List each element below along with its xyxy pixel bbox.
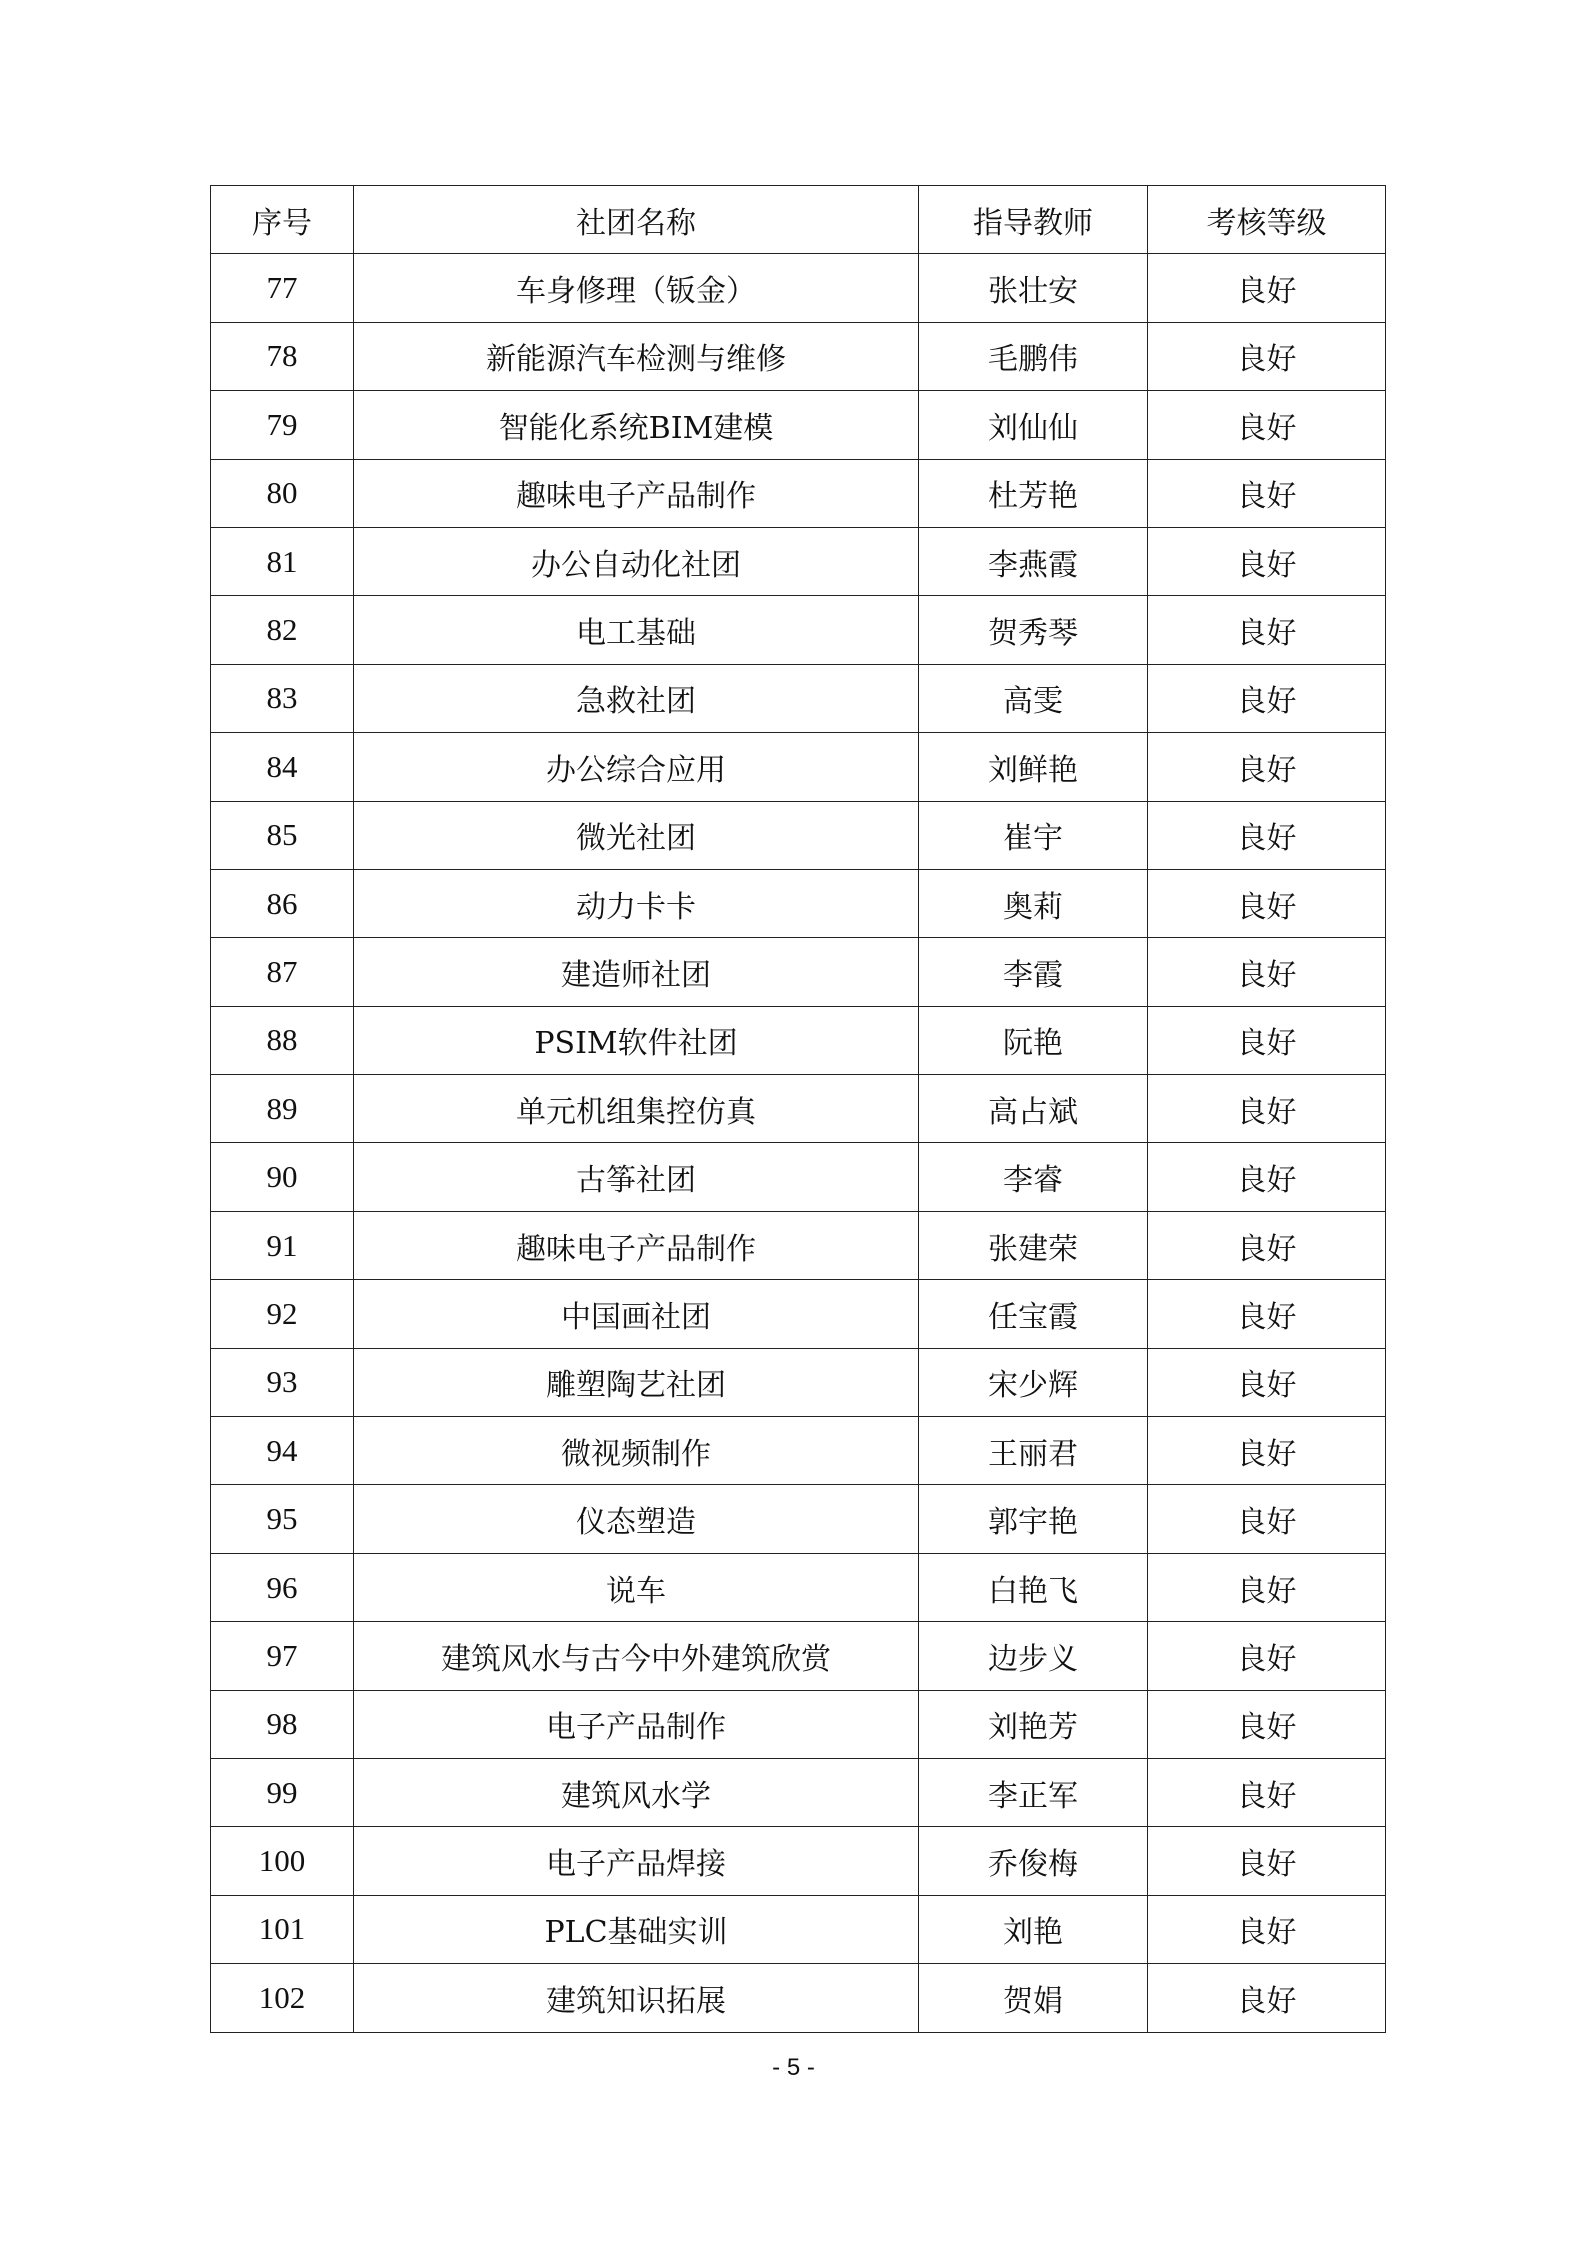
cell-instructor: 奥莉 — [919, 869, 1148, 937]
cell-instructor: 刘鲜艳 — [919, 733, 1148, 801]
cell-instructor: 李正军 — [919, 1758, 1148, 1826]
header-row — [211, 186, 1386, 254]
header-club-name: 社团名称 — [354, 186, 919, 254]
cell-assessment-grade: 良好 — [1148, 527, 1386, 595]
cell-serial-number: 81 — [211, 527, 354, 595]
cell-assessment-grade: 良好 — [1148, 1348, 1386, 1416]
cell-instructor: 宋少辉 — [919, 1348, 1148, 1416]
cell-serial-number: 83 — [211, 664, 354, 732]
cell-instructor: 李燕霞 — [919, 527, 1148, 595]
cell-instructor: 杜芳艳 — [919, 459, 1148, 527]
table-row — [211, 391, 1386, 459]
cell-serial-number: 99 — [211, 1758, 354, 1826]
cell-assessment-grade: 良好 — [1148, 1280, 1386, 1348]
cell-instructor: 刘艳芳 — [919, 1690, 1148, 1758]
cell-club-name: 仪态塑造 — [354, 1485, 919, 1553]
cell-serial-number: 100 — [211, 1827, 354, 1895]
cell-instructor: 王丽君 — [919, 1417, 1148, 1485]
cell-instructor: 郭宇艳 — [919, 1485, 1148, 1553]
cell-club-name: 急救社团 — [354, 664, 919, 732]
cell-serial-number: 101 — [211, 1895, 354, 1963]
club-assessment-table — [210, 185, 1386, 2033]
cell-club-name: 电子产品焊接 — [354, 1827, 919, 1895]
cell-club-name: 雕塑陶艺社团 — [354, 1348, 919, 1416]
cell-club-name: 车身修理（钣金） — [354, 254, 919, 322]
table-row — [211, 1348, 1386, 1416]
cell-serial-number: 78 — [211, 322, 354, 390]
cell-serial-number: 79 — [211, 391, 354, 459]
table-row — [211, 1827, 1386, 1895]
cell-serial-number: 93 — [211, 1348, 354, 1416]
table-row — [211, 1964, 1386, 2032]
cell-serial-number: 84 — [211, 733, 354, 801]
table-row — [211, 1622, 1386, 1690]
header-serial-number: 序号 — [211, 186, 354, 254]
cell-club-name: 建造师社团 — [354, 938, 919, 1006]
cell-club-name: PLC基础实训 — [354, 1895, 919, 1963]
cell-serial-number: 80 — [211, 459, 354, 527]
cell-serial-number: 87 — [211, 938, 354, 1006]
table-row — [211, 1485, 1386, 1553]
cell-instructor: 高雯 — [919, 664, 1148, 732]
table-row — [211, 459, 1386, 527]
cell-serial-number: 98 — [211, 1690, 354, 1758]
cell-instructor: 毛鹏伟 — [919, 322, 1148, 390]
cell-assessment-grade: 良好 — [1148, 1211, 1386, 1279]
cell-serial-number: 89 — [211, 1075, 354, 1143]
cell-club-name: 趣味电子产品制作 — [354, 459, 919, 527]
table-row — [211, 1690, 1386, 1758]
cell-assessment-grade: 良好 — [1148, 322, 1386, 390]
table-row — [211, 1758, 1386, 1826]
cell-instructor: 阮艳 — [919, 1006, 1148, 1074]
cell-assessment-grade: 良好 — [1148, 1143, 1386, 1211]
cell-assessment-grade: 良好 — [1148, 1553, 1386, 1621]
cell-club-name: 中国画社团 — [354, 1280, 919, 1348]
cell-assessment-grade: 良好 — [1148, 1075, 1386, 1143]
cell-assessment-grade: 良好 — [1148, 391, 1386, 459]
cell-club-name: 微光社团 — [354, 801, 919, 869]
table-row — [211, 664, 1386, 732]
cell-instructor: 高占斌 — [919, 1075, 1148, 1143]
cell-serial-number: 102 — [211, 1964, 354, 2032]
cell-assessment-grade: 良好 — [1148, 1690, 1386, 1758]
cell-serial-number: 92 — [211, 1280, 354, 1348]
cell-instructor: 崔宇 — [919, 801, 1148, 869]
table-body — [211, 254, 1386, 2032]
table-row — [211, 254, 1386, 322]
cell-instructor: 李睿 — [919, 1143, 1148, 1211]
cell-club-name: 单元机组集控仿真 — [354, 1075, 919, 1143]
cell-assessment-grade: 良好 — [1148, 869, 1386, 937]
cell-serial-number: 94 — [211, 1417, 354, 1485]
cell-assessment-grade: 良好 — [1148, 1964, 1386, 2032]
cell-assessment-grade: 良好 — [1148, 938, 1386, 1006]
cell-club-name: 智能化系统BIM建模 — [354, 391, 919, 459]
cell-serial-number: 82 — [211, 596, 354, 664]
cell-serial-number: 86 — [211, 869, 354, 937]
cell-club-name: 趣味电子产品制作 — [354, 1211, 919, 1279]
cell-instructor: 张建荣 — [919, 1211, 1148, 1279]
cell-assessment-grade: 良好 — [1148, 596, 1386, 664]
table-row — [211, 1895, 1386, 1963]
table-row — [211, 527, 1386, 595]
table-row — [211, 869, 1386, 937]
cell-assessment-grade: 良好 — [1148, 801, 1386, 869]
table-row — [211, 1211, 1386, 1279]
cell-instructor: 贺秀琴 — [919, 596, 1148, 664]
page-number: - 5 - — [772, 2054, 815, 2081]
cell-club-name: 建筑风水与古今中外建筑欣赏 — [354, 1622, 919, 1690]
cell-instructor: 任宝霞 — [919, 1280, 1148, 1348]
cell-instructor: 边步义 — [919, 1622, 1148, 1690]
cell-club-name: 新能源汽车检测与维修 — [354, 322, 919, 390]
cell-club-name: 办公综合应用 — [354, 733, 919, 801]
table-row — [211, 938, 1386, 1006]
header-assessment-grade: 考核等级 — [1148, 186, 1386, 254]
cell-instructor: 乔俊梅 — [919, 1827, 1148, 1895]
cell-club-name: 古筝社团 — [354, 1143, 919, 1211]
cell-serial-number: 91 — [211, 1211, 354, 1279]
cell-instructor: 白艳飞 — [919, 1553, 1148, 1621]
table-row — [211, 1143, 1386, 1211]
cell-instructor: 刘艳 — [919, 1895, 1148, 1963]
cell-assessment-grade: 良好 — [1148, 1417, 1386, 1485]
cell-assessment-grade: 良好 — [1148, 733, 1386, 801]
cell-assessment-grade: 良好 — [1148, 1622, 1386, 1690]
cell-instructor: 贺娟 — [919, 1964, 1148, 2032]
cell-assessment-grade: 良好 — [1148, 1895, 1386, 1963]
cell-serial-number: 77 — [211, 254, 354, 322]
cell-serial-number: 88 — [211, 1006, 354, 1074]
cell-serial-number: 96 — [211, 1553, 354, 1621]
cell-club-name: PSIM软件社团 — [354, 1006, 919, 1074]
cell-assessment-grade: 良好 — [1148, 254, 1386, 322]
cell-assessment-grade: 良好 — [1148, 1485, 1386, 1553]
cell-serial-number: 97 — [211, 1622, 354, 1690]
cell-club-name: 建筑风水学 — [354, 1758, 919, 1826]
cell-assessment-grade: 良好 — [1148, 1006, 1386, 1074]
table-row — [211, 322, 1386, 390]
table-row — [211, 1280, 1386, 1348]
table-row — [211, 1417, 1386, 1485]
cell-serial-number: 85 — [211, 801, 354, 869]
cell-assessment-grade: 良好 — [1148, 1758, 1386, 1826]
cell-assessment-grade: 良好 — [1148, 459, 1386, 527]
cell-club-name: 电子产品制作 — [354, 1690, 919, 1758]
table-row — [211, 1553, 1386, 1621]
cell-assessment-grade: 良好 — [1148, 1827, 1386, 1895]
cell-club-name: 办公自动化社团 — [354, 527, 919, 595]
cell-instructor: 刘仙仙 — [919, 391, 1148, 459]
cell-club-name: 微视频制作 — [354, 1417, 919, 1485]
table-row — [211, 801, 1386, 869]
cell-instructor: 李霞 — [919, 938, 1148, 1006]
table-row — [211, 596, 1386, 664]
table-row — [211, 1075, 1386, 1143]
cell-club-name: 动力卡卡 — [354, 869, 919, 937]
cell-serial-number: 95 — [211, 1485, 354, 1553]
cell-serial-number: 90 — [211, 1143, 354, 1211]
cell-assessment-grade: 良好 — [1148, 664, 1386, 732]
table-row — [211, 733, 1386, 801]
cell-club-name: 建筑知识拓展 — [354, 1964, 919, 2032]
table-row — [211, 1006, 1386, 1074]
header-instructor: 指导教师 — [919, 186, 1148, 254]
table-header — [211, 186, 1386, 254]
cell-club-name: 电工基础 — [354, 596, 919, 664]
cell-club-name: 说车 — [354, 1553, 919, 1621]
cell-instructor: 张壮安 — [919, 254, 1148, 322]
